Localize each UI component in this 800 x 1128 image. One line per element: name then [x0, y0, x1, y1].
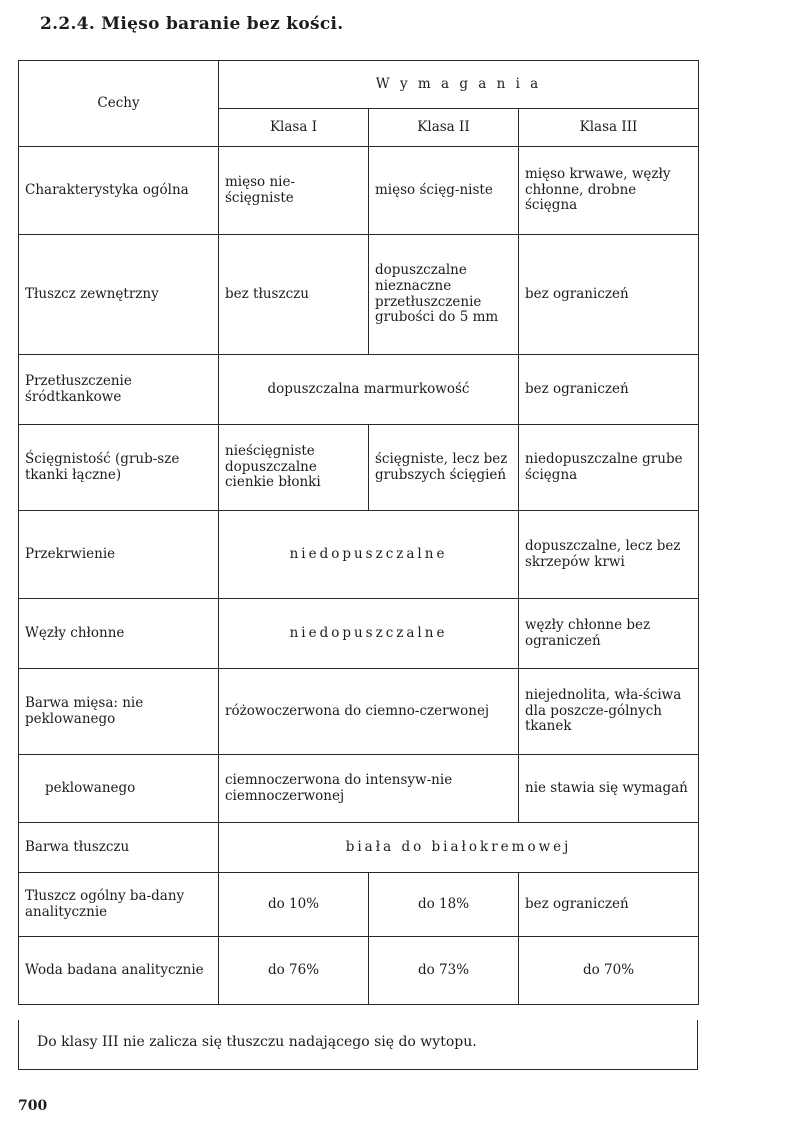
cell-class-1: nieścięgniste dopuszczalne cienkie błonki [219, 425, 369, 511]
cell-class-2: do 73% [369, 937, 519, 1005]
cell-class-1: do 76% [219, 937, 369, 1005]
requirements-table-wrapper [18, 60, 698, 1005]
cell-class-1-2: dopuszczalna marmurkowość [219, 355, 519, 425]
cell-class-3: do 70% [519, 937, 699, 1005]
cell-class-3: bez ograniczeń [519, 355, 699, 425]
row-label: Barwa mięsa: nie peklowanego [19, 669, 219, 755]
cell-class-2: mięso ścięg-niste [369, 147, 519, 235]
cell-class-1-2: niedopuszczalne [219, 599, 519, 669]
row-label: Charakterystyka ogólna [19, 147, 219, 235]
header-class-3: Klasa III [519, 109, 699, 147]
cell-class-1-2-3: biała do białokremowej [219, 823, 699, 873]
row-label: Barwa tłuszczu [19, 823, 219, 873]
cell-class-3: węzły chłonne bez ograniczeń [519, 599, 699, 669]
cell-class-1: bez tłuszczu [219, 235, 369, 355]
row-label: peklowanego [19, 755, 219, 823]
header-requirements: W y m a g a n i a [219, 61, 699, 109]
cell-class-2: dopuszczalne nieznaczne przetłuszczenie grubości do 5 mm [369, 235, 519, 355]
cell-class-3: bez ograniczeń [519, 873, 699, 937]
row-label: Tłuszcz zewnętrzny [19, 235, 219, 355]
row-label: Ścięgnistość (grub-sze tkanki łączne) [19, 425, 219, 511]
cell-class-2: ścięgniste, lecz bez grubszych ścięgień [369, 425, 519, 511]
cell-class-1: mięso nie-ścięgniste [219, 147, 369, 235]
cell-class-3: niedopuszczalne grube ścięgna [519, 425, 699, 511]
cell-class-1-2: ciemnoczerwona do intensyw-nie ciemnoczerwonej [219, 755, 519, 823]
table-footnote: Do klasy III nie zalicza się tłuszczu nadającego się do wytopu. [18, 1020, 698, 1070]
header-class-2: Klasa II [369, 109, 519, 147]
cell-class-3: niejednolita, wła-ściwa dla poszcze-gólnych tkanek [519, 669, 699, 755]
cell-class-1-2: różowoczerwona do ciemno-czerwonej [219, 669, 519, 755]
cell-class-3: bez ograniczeń [519, 235, 699, 355]
row-label: Przetłuszczenie śródtkankowe [19, 355, 219, 425]
row-label: Woda badana analitycznie [19, 937, 219, 1005]
requirements-table [18, 60, 699, 1005]
cell-class-3: dopuszczalne, lecz bez skrzepów krwi [519, 511, 699, 599]
header-features: Cechy [19, 61, 219, 147]
cell-class-1-2: niedopuszczalne [219, 511, 519, 599]
row-label: Przekrwienie [19, 511, 219, 599]
header-class-1: Klasa I [219, 109, 369, 147]
row-label: Węzły chłonne [19, 599, 219, 669]
page-number: 700 [18, 1098, 48, 1114]
cell-class-2: do 18% [369, 873, 519, 937]
cell-class-3: nie stawia się wymagań [519, 755, 699, 823]
cell-class-1: do 10% [219, 873, 369, 937]
row-label: Tłuszcz ogólny ba-dany analitycznie [19, 873, 219, 937]
section-title: 2.2.4. Mięso baranie bez kości. [40, 14, 344, 34]
cell-class-3: mięso krwawe, węzły chłonne, drobne ścięgna [519, 147, 699, 235]
